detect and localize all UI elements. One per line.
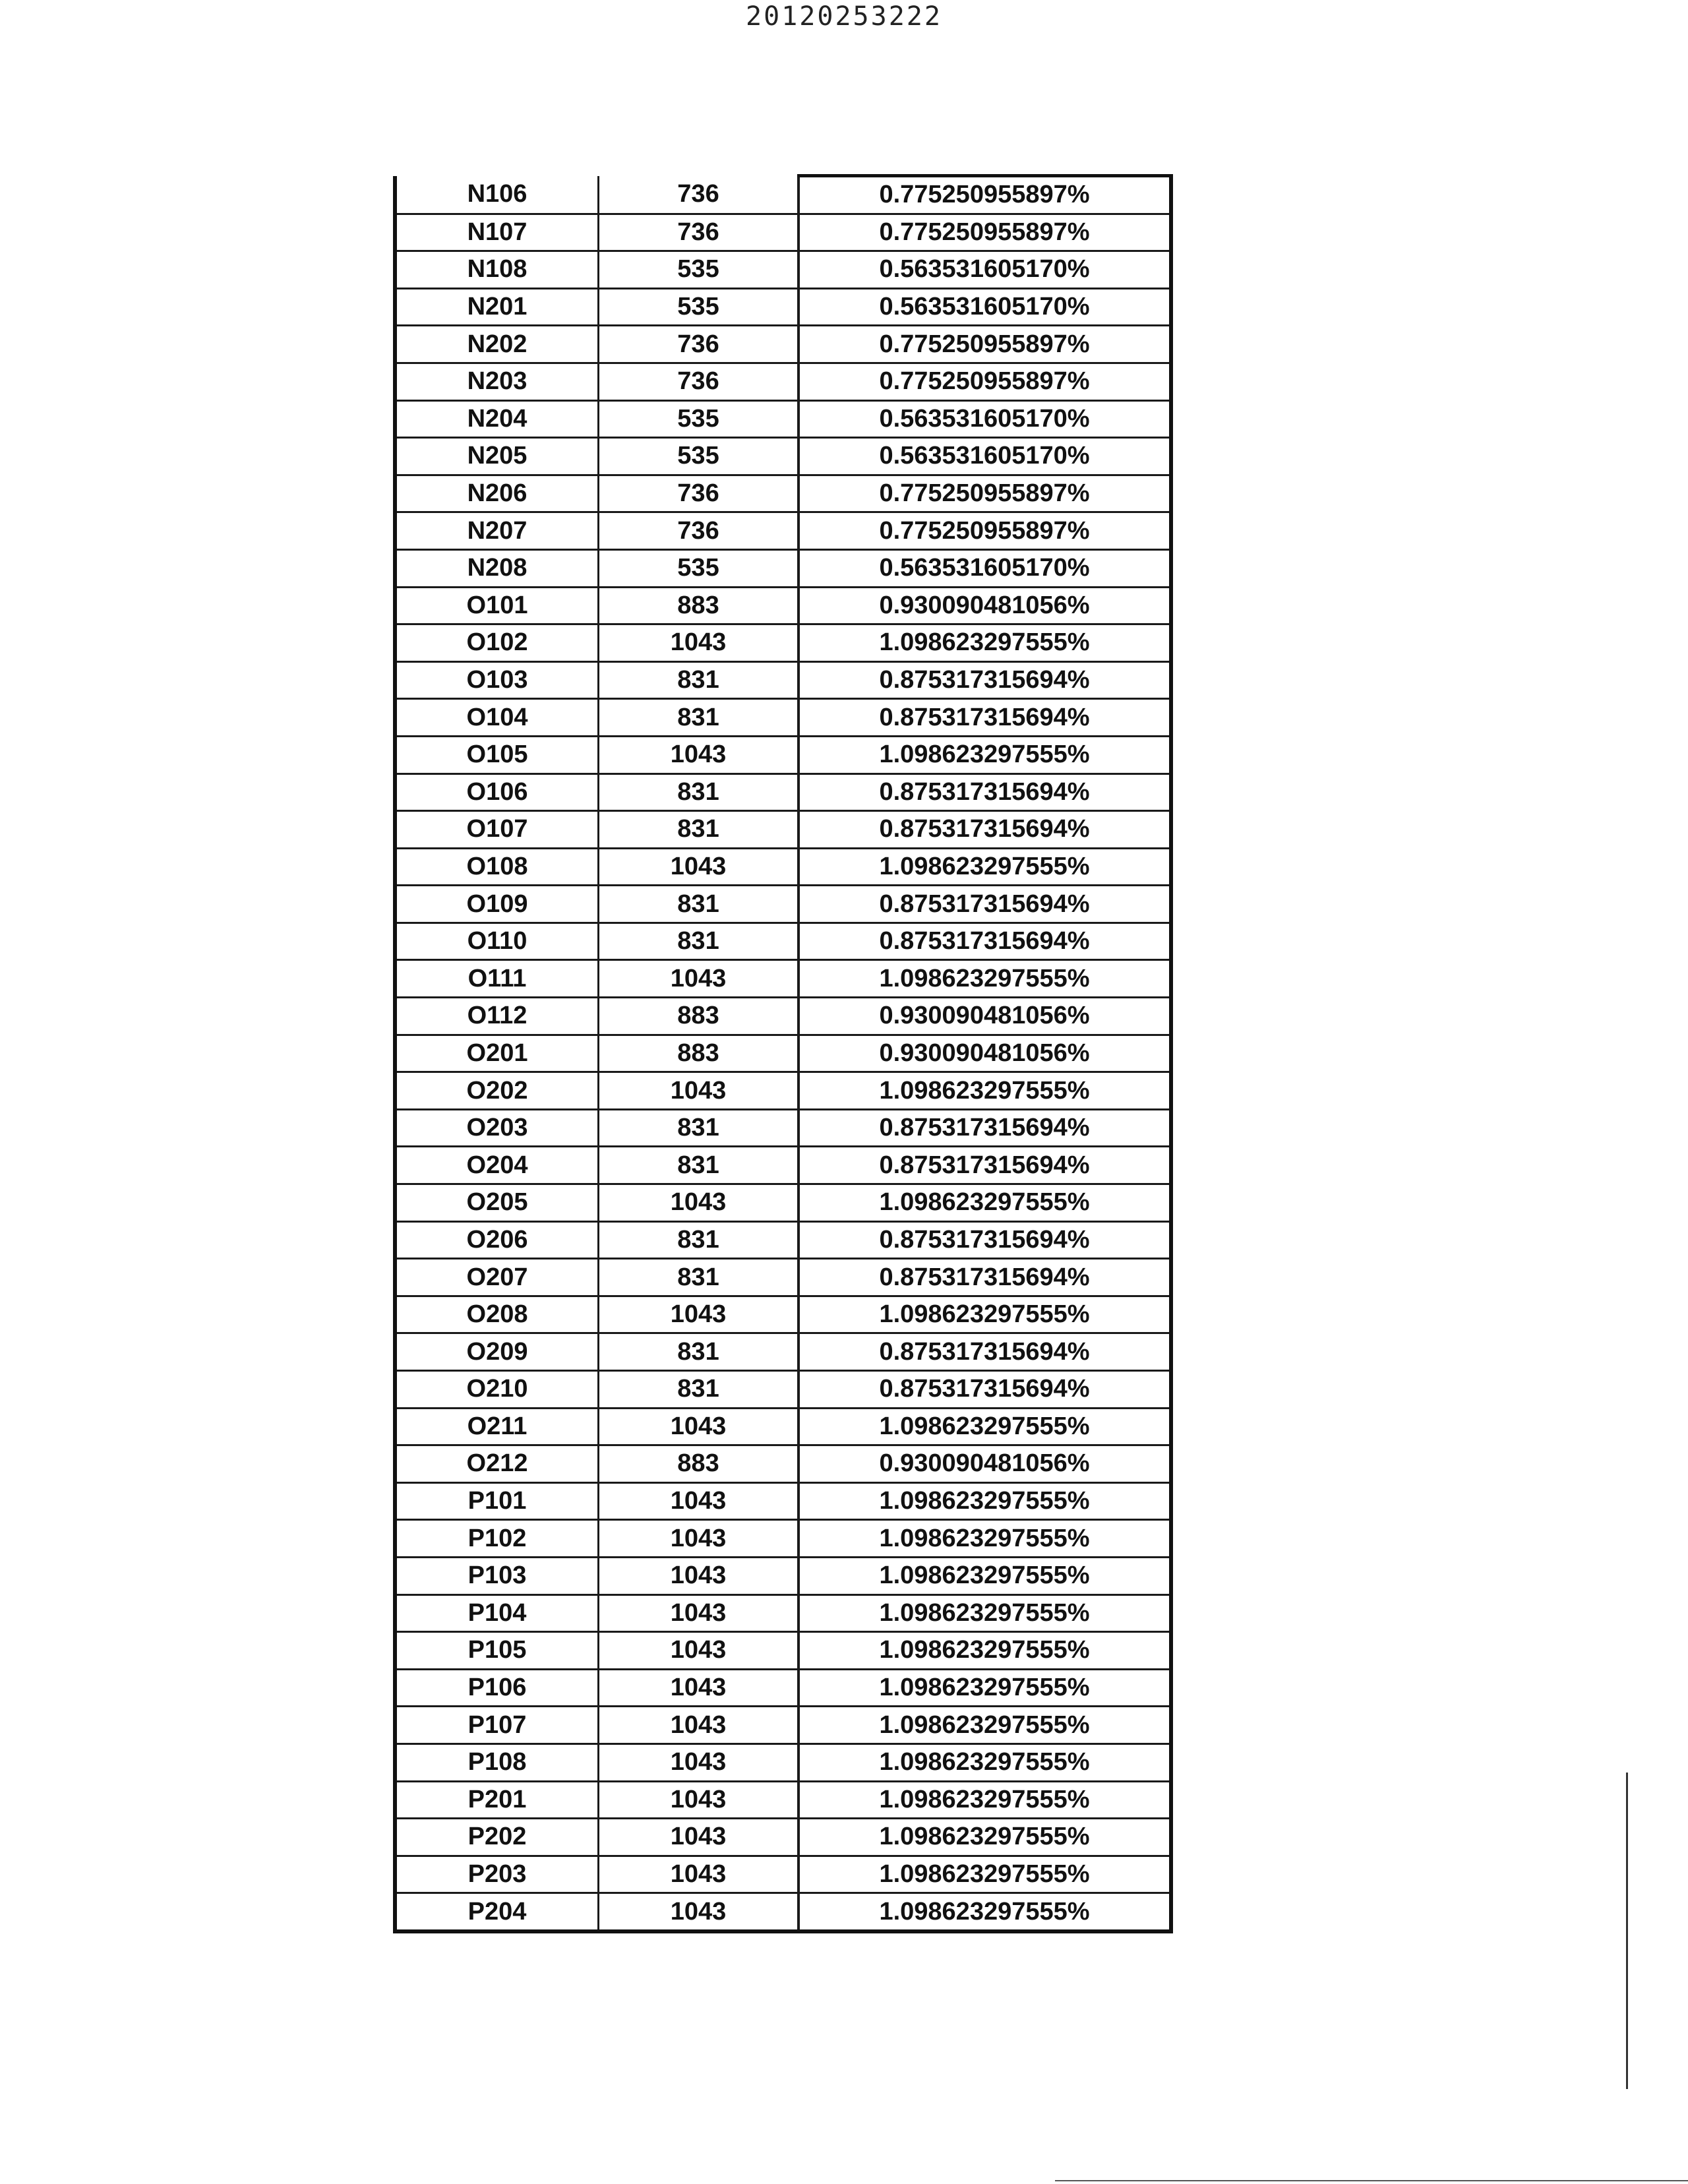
area-value-cell: 1043: [599, 1632, 799, 1670]
percentage-cell: 0.775250955897%: [799, 363, 1171, 400]
unit-id-cell: O201: [395, 1035, 599, 1072]
unit-id-cell: O105: [395, 736, 599, 774]
area-value-cell: 1043: [599, 1184, 799, 1222]
table-row: [395, 512, 1171, 550]
percentage-cell: 1.098623297555%: [799, 1707, 1171, 1744]
percentage-cell: 0.775250955897%: [799, 214, 1171, 251]
unit-id-cell: O109: [395, 886, 599, 923]
area-value-cell: 1043: [599, 1781, 799, 1819]
unit-id-cell: N205: [395, 438, 599, 475]
table-row: [395, 1557, 1171, 1594]
area-value-cell: 831: [599, 1221, 799, 1259]
percentage-cell: 1.098623297555%: [799, 1669, 1171, 1707]
table-body: [395, 176, 1171, 1931]
table-row: [395, 699, 1171, 737]
area-value-cell: 736: [599, 363, 799, 400]
unit-id-cell: P104: [395, 1594, 599, 1632]
table-row: [395, 214, 1171, 251]
table-row: [395, 475, 1171, 512]
unit-id-cell: P107: [395, 1707, 599, 1744]
table-row: [395, 1819, 1171, 1856]
unit-id-cell: N206: [395, 475, 599, 512]
area-value-cell: 831: [599, 1147, 799, 1184]
percentage-cell: 1.098623297555%: [799, 960, 1171, 998]
table-row: [395, 811, 1171, 849]
table-row: [395, 1147, 1171, 1184]
table-row: [395, 774, 1171, 811]
unit-id-cell: O107: [395, 811, 599, 849]
unit-id-cell: N201: [395, 288, 599, 326]
area-value-cell: 831: [599, 1109, 799, 1147]
table-row: [395, 848, 1171, 886]
area-value-cell: 883: [599, 1445, 799, 1483]
unit-id-cell: N207: [395, 512, 599, 550]
unit-id-cell: O110: [395, 923, 599, 960]
area-value-cell: 1043: [599, 736, 799, 774]
area-value-cell: 831: [599, 886, 799, 923]
table-row: [395, 1856, 1171, 1893]
area-value-cell: 1043: [599, 1707, 799, 1744]
percentage-cell: 0.875317315694%: [799, 811, 1171, 849]
table-row: [395, 923, 1171, 960]
area-value-cell: 1043: [599, 1856, 799, 1893]
table-row: [395, 1333, 1171, 1371]
percentage-cell: 1.098623297555%: [799, 848, 1171, 886]
unit-id-cell: O108: [395, 848, 599, 886]
table-row: [395, 363, 1171, 400]
area-value-cell: 1043: [599, 848, 799, 886]
percentage-cell: 0.875317315694%: [799, 1333, 1171, 1371]
area-value-cell: 1043: [599, 1557, 799, 1594]
unit-id-cell: O212: [395, 1445, 599, 1483]
percentage-cell: 1.098623297555%: [799, 1557, 1171, 1594]
area-value-cell: 883: [599, 998, 799, 1035]
area-value-cell: 535: [599, 251, 799, 289]
percentage-cell: 0.875317315694%: [799, 1147, 1171, 1184]
table-row: [395, 661, 1171, 699]
unit-id-cell: O101: [395, 587, 599, 624]
table-row: [395, 326, 1171, 363]
percentage-cell: 1.098623297555%: [799, 1594, 1171, 1632]
unit-id-cell: P103: [395, 1557, 599, 1594]
percentage-cell: 1.098623297555%: [799, 1781, 1171, 1819]
table-row: [395, 1221, 1171, 1259]
percentage-cell: 0.775250955897%: [799, 326, 1171, 363]
table-row: [395, 1594, 1171, 1632]
unit-id-cell: O205: [395, 1184, 599, 1222]
percentage-cell: 0.875317315694%: [799, 1109, 1171, 1147]
percentage-cell: 1.098623297555%: [799, 1184, 1171, 1222]
area-value-cell: 831: [599, 774, 799, 811]
percentage-cell: 0.775250955897%: [799, 512, 1171, 550]
percentage-cell: 1.098623297555%: [799, 624, 1171, 662]
table-row: [395, 998, 1171, 1035]
unit-id-cell: P101: [395, 1482, 599, 1520]
area-value-cell: 831: [599, 1333, 799, 1371]
table-row: [395, 736, 1171, 774]
percentage-cell: 1.098623297555%: [799, 1482, 1171, 1520]
percentage-cell: 1.098623297555%: [799, 1296, 1171, 1333]
unit-id-cell: O208: [395, 1296, 599, 1333]
percentage-cell: 0.563531605170%: [799, 549, 1171, 587]
unit-id-cell: P106: [395, 1669, 599, 1707]
table-row: [395, 1408, 1171, 1445]
area-value-cell: 535: [599, 438, 799, 475]
area-value-cell: 831: [599, 923, 799, 960]
area-value-cell: 831: [599, 1259, 799, 1296]
table-row: [395, 1296, 1171, 1333]
area-value-cell: 535: [599, 288, 799, 326]
table-row: [395, 1371, 1171, 1409]
area-value-cell: 736: [599, 512, 799, 550]
unit-id-cell: N208: [395, 549, 599, 587]
percentage-cell: 0.563531605170%: [799, 400, 1171, 438]
percentage-cell: 0.930090481056%: [799, 998, 1171, 1035]
unit-id-cell: O209: [395, 1333, 599, 1371]
table-row: [395, 1632, 1171, 1670]
unit-id-cell: O102: [395, 624, 599, 662]
percentage-cell: 0.930090481056%: [799, 1445, 1171, 1483]
area-value-cell: 736: [599, 176, 799, 214]
percentage-cell: 1.098623297555%: [799, 1520, 1171, 1558]
table-row: [395, 1744, 1171, 1781]
scan-footer-line: [1055, 2180, 1688, 2181]
area-value-cell: 883: [599, 587, 799, 624]
area-value-cell: 1043: [599, 624, 799, 662]
unit-id-cell: N204: [395, 400, 599, 438]
document-number: 20120253222: [746, 1, 942, 32]
percentage-cell: 1.098623297555%: [799, 736, 1171, 774]
table-row: [395, 1707, 1171, 1744]
table-row: [395, 1669, 1171, 1707]
unit-id-cell: O203: [395, 1109, 599, 1147]
percentage-cell: 0.875317315694%: [799, 886, 1171, 923]
unit-id-cell: O206: [395, 1221, 599, 1259]
unit-id-cell: P105: [395, 1632, 599, 1670]
area-value-cell: 736: [599, 326, 799, 363]
area-value-cell: 1043: [599, 1819, 799, 1856]
table-row: [395, 1184, 1171, 1222]
area-value-cell: 1043: [599, 1296, 799, 1333]
unit-id-cell: N202: [395, 326, 599, 363]
table-row: [395, 1259, 1171, 1296]
unit-id-cell: P204: [395, 1893, 599, 1931]
percentage-cell: 0.563531605170%: [799, 251, 1171, 289]
unit-id-cell: P202: [395, 1819, 599, 1856]
unit-id-cell: O111: [395, 960, 599, 998]
table-row: [395, 624, 1171, 662]
table-row: [395, 1520, 1171, 1558]
percentage-cell: 1.098623297555%: [799, 1632, 1171, 1670]
scan-margin-line: [1626, 1773, 1628, 2089]
unit-id-cell: O210: [395, 1371, 599, 1409]
table-row: [395, 1482, 1171, 1520]
area-value-cell: 831: [599, 1371, 799, 1409]
area-value-cell: 1043: [599, 1893, 799, 1931]
area-value-cell: 1043: [599, 1482, 799, 1520]
area-value-cell: 1043: [599, 1072, 799, 1110]
unit-id-cell: O207: [395, 1259, 599, 1296]
area-value-cell: 1043: [599, 1669, 799, 1707]
table-row: [395, 400, 1171, 438]
percentage-cell: 0.875317315694%: [799, 923, 1171, 960]
unit-id-cell: O202: [395, 1072, 599, 1110]
unit-id-cell: O106: [395, 774, 599, 811]
table-row: [395, 1445, 1171, 1483]
percentage-cell: 0.930090481056%: [799, 1035, 1171, 1072]
percentage-cell: 0.775250955897%: [799, 475, 1171, 512]
percentage-cell: 0.563531605170%: [799, 438, 1171, 475]
unit-table-container: [393, 174, 1168, 1933]
table-row: [395, 288, 1171, 326]
area-value-cell: 1043: [599, 1594, 799, 1632]
percentage-cell: 1.098623297555%: [799, 1072, 1171, 1110]
percentage-cell: 0.875317315694%: [799, 1221, 1171, 1259]
table-row: [395, 176, 1171, 214]
table-row: [395, 1893, 1171, 1931]
table-row: [395, 1035, 1171, 1072]
area-value-cell: 831: [599, 811, 799, 849]
table-row: [395, 251, 1171, 289]
unit-id-cell: P201: [395, 1781, 599, 1819]
area-value-cell: 1043: [599, 1408, 799, 1445]
unit-id-cell: P102: [395, 1520, 599, 1558]
table-row: [395, 886, 1171, 923]
area-value-cell: 1043: [599, 1744, 799, 1781]
percentage-cell: 1.098623297555%: [799, 1744, 1171, 1781]
unit-id-cell: O204: [395, 1147, 599, 1184]
area-value-cell: 736: [599, 214, 799, 251]
table-row: [395, 1109, 1171, 1147]
percentage-cell: 1.098623297555%: [799, 1856, 1171, 1893]
percentage-cell: 0.563531605170%: [799, 288, 1171, 326]
unit-id-cell: O211: [395, 1408, 599, 1445]
table-row: [395, 1781, 1171, 1819]
percentage-cell: 1.098623297555%: [799, 1819, 1171, 1856]
unit-percentage-table: [393, 174, 1173, 1933]
percentage-cell: 1.098623297555%: [799, 1893, 1171, 1931]
unit-id-cell: O104: [395, 699, 599, 737]
unit-id-cell: O103: [395, 661, 599, 699]
area-value-cell: 883: [599, 1035, 799, 1072]
area-value-cell: 736: [599, 475, 799, 512]
area-value-cell: 535: [599, 549, 799, 587]
unit-id-cell: N108: [395, 251, 599, 289]
percentage-cell: 0.775250955897%: [799, 176, 1171, 214]
area-value-cell: 1043: [599, 1520, 799, 1558]
unit-id-cell: N106: [395, 176, 599, 214]
percentage-cell: 0.875317315694%: [799, 774, 1171, 811]
area-value-cell: 831: [599, 699, 799, 737]
percentage-cell: 0.875317315694%: [799, 699, 1171, 737]
area-value-cell: 1043: [599, 960, 799, 998]
unit-id-cell: N107: [395, 214, 599, 251]
percentage-cell: 0.875317315694%: [799, 1259, 1171, 1296]
area-value-cell: 535: [599, 400, 799, 438]
percentage-cell: 0.930090481056%: [799, 587, 1171, 624]
unit-id-cell: P108: [395, 1744, 599, 1781]
unit-id-cell: P203: [395, 1856, 599, 1893]
unit-id-cell: N203: [395, 363, 599, 400]
table-row: [395, 960, 1171, 998]
table-row: [395, 1072, 1171, 1110]
table-row: [395, 438, 1171, 475]
table-row: [395, 549, 1171, 587]
unit-id-cell: O112: [395, 998, 599, 1035]
table-row: [395, 587, 1171, 624]
percentage-cell: 0.875317315694%: [799, 661, 1171, 699]
percentage-cell: 1.098623297555%: [799, 1408, 1171, 1445]
area-value-cell: 831: [599, 661, 799, 699]
percentage-cell: 0.875317315694%: [799, 1371, 1171, 1409]
